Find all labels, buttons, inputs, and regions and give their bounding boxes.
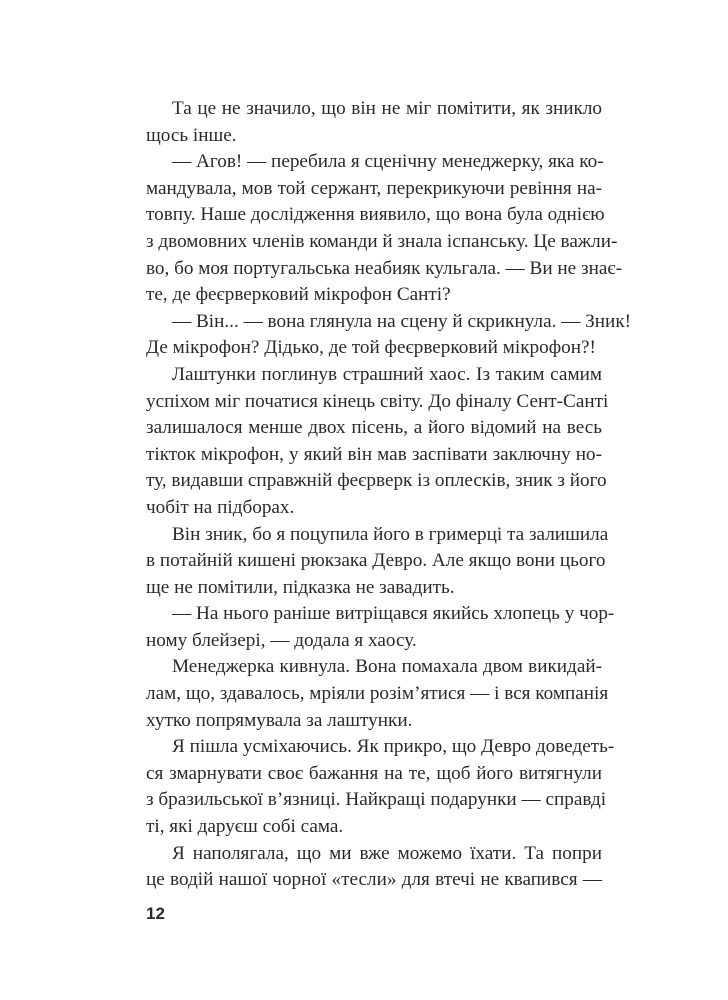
paragraph (146, 734, 615, 840)
text-line: мандувала, мов той сержант, перекрикуючи ревіння на- (146, 177, 602, 199)
text-line: — Він... — вона глянула на сцену й скрикнула. — Зник! (172, 310, 632, 332)
text-line: Лаштунки поглинув страшний хаос. Із таким самим (172, 363, 602, 385)
text-line: успіхом міг початися кінець світу. До фіналу Сент-Санті (146, 390, 609, 412)
paragraph (146, 96, 602, 149)
text-line: щось інше. (146, 124, 237, 146)
body-text (146, 96, 632, 894)
text-line: це водій нашої чорної «тесли» для втечі не квапився — (146, 869, 602, 891)
text-line: тікток мікрофон, у який він мав заспівати заключну но- (146, 443, 602, 465)
text-line: те, де феєрверковий мікрофон Санті? (146, 284, 451, 306)
paragraph (146, 841, 602, 894)
text-line: з бразильської в’язниці. Найкращі подарунки — справді (146, 789, 607, 811)
text-line: ще не помітили, підказка не завадить. (146, 576, 455, 598)
text-line: ті, які даруєш собі сама. (146, 816, 344, 838)
paragraph (146, 149, 622, 309)
text-line: залишалося менше двох пісень, а його відомий на весь (146, 417, 602, 439)
text-line: Я наполягала, що ми вже можемо їхати. Та попри (172, 842, 602, 864)
text-line: Та це не значило, що він не міг помітити, як зникло (172, 98, 602, 119)
text-line: чобіт на підборах. (146, 496, 295, 518)
paragraph (146, 601, 615, 654)
text-line: — Агов! — перебила я сценічну менеджерку, яка ко- (172, 151, 604, 173)
text-line: з двомовних членів команди й знала іспанську. Це важли- (146, 230, 618, 252)
paragraph (146, 654, 609, 734)
text-line: Де мікрофон? Дідько, де той феєрверковий мікрофон?! (146, 337, 596, 359)
paragraph (146, 362, 609, 522)
text-line: — На нього раніше витріщався якийсь хлопець у чор- (172, 603, 615, 625)
text-line: Він зник, бо я поцупила його в гримерці та залишила (172, 523, 609, 545)
text-line: лам, що, здавалось, мріяли розім’ятися — і вся компанія (146, 683, 609, 705)
text-line: ся змарнувати своє бажання на те, щоб його витягнули (146, 762, 602, 784)
paragraph (146, 522, 609, 602)
text-line: во, бо моя португальська неабияк кульгала. — Ви не знає- (146, 257, 622, 279)
text-line: в потайній кишені рюкзака Девро. Але якщо вони цього (146, 550, 606, 572)
paragraph (146, 309, 632, 362)
text-line: хутко попрямувала за лаштунки. (146, 709, 413, 731)
text-line: Я пішла усміхаючись. Як прикро, що Девро доведеть- (172, 736, 615, 758)
text-line: ному блейзері, — додала я хаосу. (146, 629, 417, 651)
page-number: 12 (146, 904, 165, 923)
text-line: Менеджерка кивнула. Вона помахала двом викидай- (172, 656, 602, 678)
text-line: товпу. Наше дослідження виявило, що вона була однією (146, 204, 605, 226)
text-line: ту, видавши справжній феєрверк із оплесків, зник з його (146, 470, 607, 492)
